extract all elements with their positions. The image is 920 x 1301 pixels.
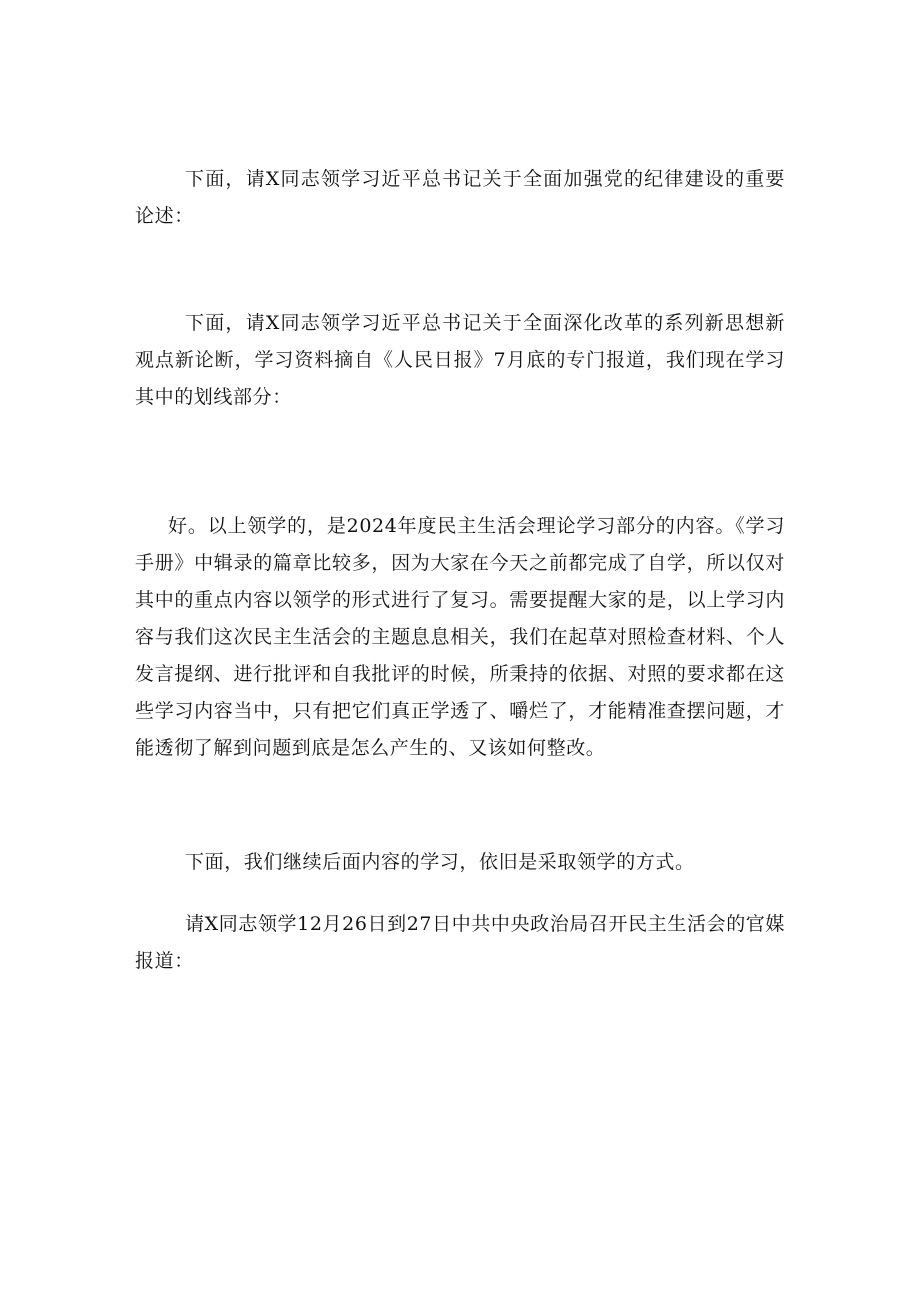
paragraph-continue: 下面，我们继续后面内容的学习，依旧是采取领学的方式。 [185, 851, 695, 873]
paragraph-reform-study: 下面，请X同志领学习近平总书记关于全面深化改革的系列新思想新观点新论断，学习资料摘自《人民日报》7月底的专门报道，我们现在学习其中的划线部分： [135, 312, 785, 408]
paragraph-summary: 好。以上领学的，是2024年度民主生活会理论学习部分的内容。《学习手册》中辑录的篇章比较多，因为大家在今天之前都完成了自学，所以仅对其中的重点内容以领学的形式进行了复习。需要提醒大家的是，以上学习内容与我们这次民主生活会的主题息息相关，我们在起草对照检查材料、个人发言提纲、进行批评和自我批评的时候，所秉持的依据、对照的要求都在这些学习内容当中，只有把它们真正学透了、嚼烂了，才能精准查摆问题，才能透彻了解到问题到底是怎么产生的、又该如何整改。 [135, 515, 785, 759]
paragraph-politburo-report: 请X同志领学12月26日到27日中共中央政治局召开民主生活会的官媒报道： [135, 913, 785, 972]
paragraph-discipline-study: 下面，请X同志领学习近平总书记关于全面加强党的纪律建设的重要论述： [135, 168, 785, 227]
